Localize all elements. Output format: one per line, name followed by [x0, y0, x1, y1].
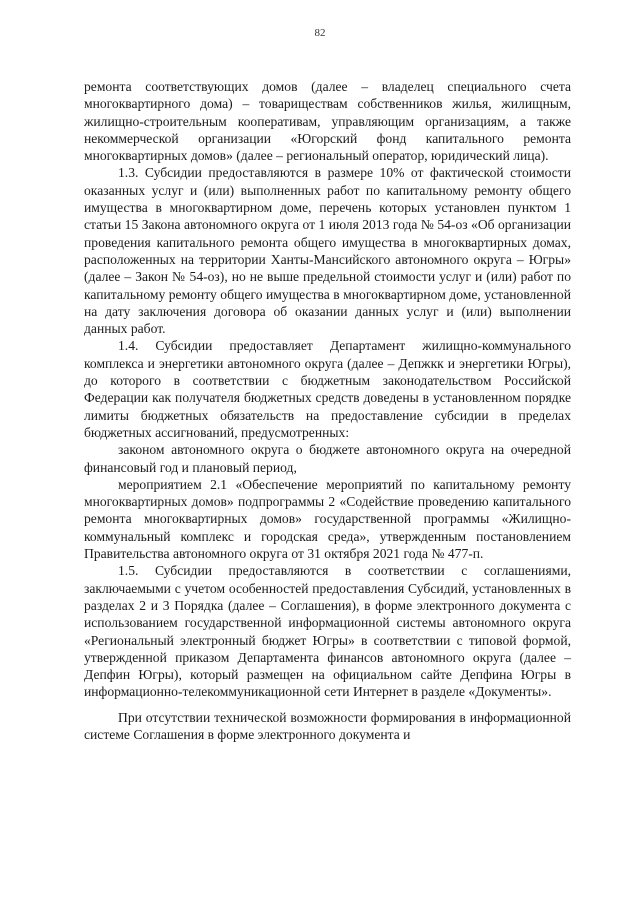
paragraph-measure-2-1: мероприятием 2.1 «Обеспечение мероприятий по капитальному ремонту многоквартирных домов» подпрограммы 2 «Содействие проведению капитального ремонта многоквартирных домов» государственной программы «Жилищно-коммунальный комплекс и городская среда», утвержденным постановлением Правительства автономного округа от 31 октября 2021 года № 477-п.: [84, 476, 571, 562]
paragraph-1-3: 1.3. Субсидии предоставляются в размере 10% от фактической стоимости оказанных услуг и (или) выполненных работ по капитальному ремонту общего имущества в многоквартирном доме, перечень которых установлен пунктом 1 статьи 15 Закона автономного округа от 1 июля 2013 года № 54-оз «Об организации проведения капитального ремонта общего имущества в многоквартирных домах, расположенных на территории Ханты-Мансийского автономного округа – Югры» (далее – Закон № 54-оз), но не выше предельной стоимости услуг и (или) работ по капитальному ремонту общего имущества в многоквартирном доме, установленной на дату заключения договора об оказании данных услуг и (или) выполнении данных работ.: [84, 165, 571, 337]
paragraph-continuation: ремонта соответствующих домов (далее – владелец специального счета многоквартирного дома) – товариществам собственников жилья, жилищным, жилищно-строительным кооперативам, управляющим организациям, а также некоммерческой организации «Югорский фонд капитального ремонта многоквартирных домов» (далее – региональный оператор, юридический лица).: [84, 79, 571, 164]
paragraph-no-technical-possibility: При отсутствии технической возможности формирования в информационной системе Соглашения в форме электронного документа и: [84, 709, 571, 742]
paragraph-1-5: 1.5. Субсидии предоставляются в соответствии с соглашениями, заключаемыми с учетом особенностей предоставления Субсидий, установленных в разделах 2 и 3 Порядка (далее – Соглашения), в форме электронного документа с использованием государственной информационной системы автономного округа «Региональный электронный бюджет Югры» в соответствии с типовой формой, утвержденной приказом Департамента финансов автономного округа (далее – Депфин Югры), который размещен на официальном сайте Депфина Югры в информационно-телекоммуникационной сети Интернет в разделе «Документы».: [84, 563, 571, 700]
paragraph-1-4: 1.4. Субсидии предоставляет Департамент жилищно-коммунального комплекса и энергетики автономного округа (далее – Депжкк и энергетики Югры), до которого в соответствии с бюджетным законодательством Российской Федерации как получателя бюджетных средств доведены в установленном порядке лимиты бюджетных обязательств на предоставление субсидии в пределах бюджетных ассигнований, предусмотренных:: [84, 338, 571, 440]
document-body: [84, 78, 571, 743]
paragraph-budget-law: законом автономного округа о бюджете автономного округа на очередной финансовый год и плановый период,: [84, 442, 571, 475]
page-number: 82: [314, 27, 326, 39]
